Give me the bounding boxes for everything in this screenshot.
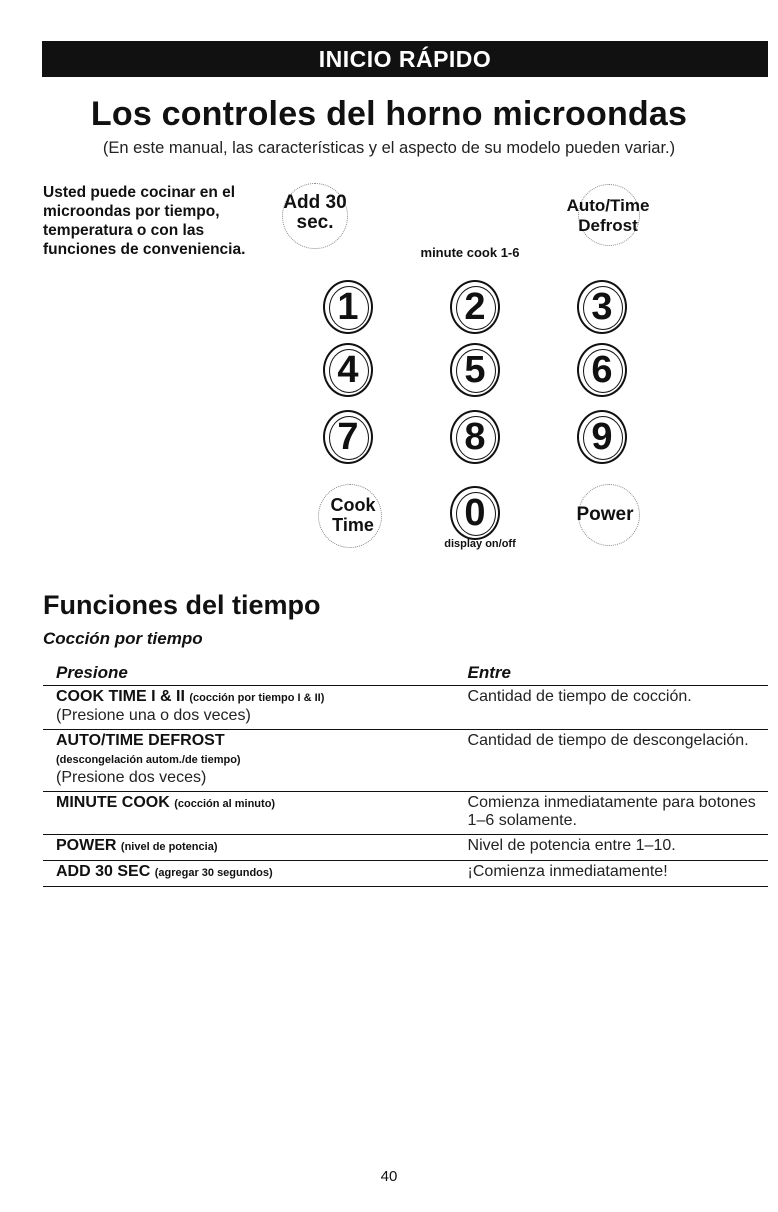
intro-text: Usted puede cocinar en el microondas por tiempo, temperatura o con las funciones de conveniencia. xyxy=(43,184,246,258)
digit-label: 0 xyxy=(464,492,486,534)
column-header-press: Presione xyxy=(43,663,453,686)
key-label: POWER xyxy=(56,837,117,854)
table-cell-key xyxy=(43,835,453,861)
digit-label: 8 xyxy=(464,416,486,458)
digit-label: 5 xyxy=(464,349,486,391)
key-detail: (nivel de potencia) xyxy=(120,841,218,853)
table-header-row xyxy=(43,663,768,686)
key-label: MINUTE COOK xyxy=(56,794,170,811)
display-onoff-label: display on/off xyxy=(444,538,516,550)
digit-3-button[interactable] xyxy=(577,280,627,334)
digit-7-button[interactable] xyxy=(323,410,373,464)
table-cell-value: Cantidad de tiempo de descongelación. xyxy=(453,730,768,792)
digit-6-button[interactable] xyxy=(577,343,627,397)
key-detail: (cocción por tiempo I & II) xyxy=(189,692,325,704)
table-row xyxy=(43,730,768,792)
key-detail: (cocción al minuto) xyxy=(174,798,276,810)
digit-8-button[interactable] xyxy=(450,410,500,464)
power-button[interactable]: Power xyxy=(576,504,634,525)
functions-table xyxy=(43,663,768,887)
key-label: ADD 30 SEC xyxy=(56,863,151,880)
key-note: (Presione una o dos veces) xyxy=(56,707,251,724)
digit-label: 7 xyxy=(337,416,359,458)
table-cell-key xyxy=(43,730,453,792)
table-cell-value: Cantidad de tiempo de cocción. xyxy=(453,686,768,730)
digit-label: 1 xyxy=(337,286,359,328)
digit-2-button[interactable] xyxy=(450,280,500,334)
table-cell-value: Nivel de potencia entre 1–10. xyxy=(453,835,768,861)
key-label: COOK TIME I & II xyxy=(56,688,185,705)
table-row xyxy=(43,792,768,835)
table-row xyxy=(43,861,768,887)
page-title: Los controles del horno microondas xyxy=(90,95,688,133)
table-cell-key xyxy=(43,686,453,730)
table-row xyxy=(43,686,768,730)
digit-label: 9 xyxy=(591,416,613,458)
minute-cook-label: minute cook 1-6 xyxy=(420,245,520,260)
section-title: Funciones del tiempo xyxy=(43,590,321,620)
digit-label: 3 xyxy=(591,286,613,328)
table-cell-key xyxy=(43,792,453,835)
add-30-sec-button[interactable]: Add 30 sec. xyxy=(283,192,347,233)
key-note: (Presione dos veces) xyxy=(56,769,207,786)
section-subtitle: Cocción por tiempo xyxy=(43,629,203,648)
page-number: 40 xyxy=(380,1168,398,1185)
cook-time-button[interactable]: Cook Time xyxy=(330,495,376,535)
digit-label: 6 xyxy=(591,349,613,391)
auto-time-defrost-button[interactable]: Auto/Time Defrost xyxy=(566,196,650,235)
page-subtitle: (En este manual, las características y el aspecto de su modelo pueden variar.) xyxy=(102,139,676,157)
key-detail: (descongelación autom./de tiempo) xyxy=(56,754,241,766)
digit-1-button[interactable] xyxy=(323,280,373,334)
key-detail: (agregar 30 segundos) xyxy=(154,867,273,879)
digit-label: 2 xyxy=(464,286,486,328)
digit-0-button[interactable] xyxy=(450,486,500,540)
key-label: AUTO/TIME DEFROST xyxy=(56,732,225,749)
table-cell-key xyxy=(43,861,453,887)
digit-5-button[interactable] xyxy=(450,343,500,397)
section-banner: INICIO RÁPIDO xyxy=(42,41,768,77)
column-header-enter: Entre xyxy=(453,663,768,686)
table-cell-value: Comienza inmediatamente para botones 1–6 solamente. xyxy=(453,792,768,835)
digit-label: 4 xyxy=(337,349,359,391)
digit-9-button[interactable] xyxy=(577,410,627,464)
digit-4-button[interactable] xyxy=(323,343,373,397)
table-cell-value: ¡Comienza inmediatamente! xyxy=(453,861,768,887)
table-row xyxy=(43,835,768,861)
